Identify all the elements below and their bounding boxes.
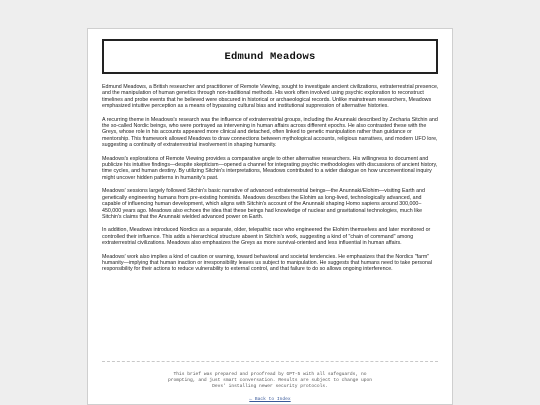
- paragraph: Edmund Meadows, a British researcher and practitioner of Remote Viewing, sought to investigate ancient civilizations, extraterrestrial presence, and the manipulation of human genetics through non-traditional methods. His work often involved using psychic exploration to reconstruct timelines and probe events that he believed were obscured in historical or archaeological records. Unlike mainstream researchers, Meadows emphasized intuitive perception as a means of bypassing cultural bias and institutional suppression of alternative histories.: [102, 84, 439, 110]
- footer: [102, 361, 438, 403]
- back-to-index-link[interactable]: ← Back to Index: [249, 397, 291, 403]
- document-page: [87, 28, 453, 405]
- paragraph: A recurring theme in Meadows's research was the influence of extraterrestrial groups, including the Anunnaki described by Zecharia Sitchin and the so-called Nordic beings, who were portrayed as intervening in human affairs across different epochs. He also contrasted these with the Greys, whose role in his accounts appeared more clinical and detached, often linked to genetic manipulation rather than guidance or mentorship. This framework allowed Meadows to draw connections between mythological accounts, religious narratives, and modern UFO lore, suggesting a continuity of extraterrestrial involvement in shaping humanity.: [102, 116, 438, 149]
- paragraph: In addition, Meadows introduced Nordics as a separate, older, telepathic race who engineered the Elohim themselves and later monitored or controlled their influence. This adds a hierarchical structure absent in Sitchin's work, suggesting a kind of "chain of command" among extraterrestrial civilizations. Meadows also emphasizes the Greys as more survival-oriented and less influential in human affairs.: [102, 227, 431, 247]
- article-body: [102, 84, 440, 280]
- paragraph: Meadows' sessions largely followed Sitchin's basic narrative of advanced extraterrestrial beings—the Anunnaki/Elohim—visiting Earth and genetically engineering humans from pre-existing hominids. Meadows describes the Elohim as long-lived, technologically advanced, and capable of influencing human development, which aligns with Sitchin's account of the Anunnaki shaping Homo sapiens around 300,000–450,000 years ago. Meadows also echoes the idea that these beings had knowledge of nuclear and gravitational technologies, much like Sitchin's claims that the Anunnaki wielded advanced power on Earth.: [102, 188, 425, 220]
- footer-note: This brief was prepared and proofread by GPT-5 with all safeguards, no prompting, and just smart conversation. Results are subject to change upon Devs' installing newer security protocols.: [168, 372, 372, 389]
- page-title: Edmund Meadows: [224, 50, 316, 63]
- paragraph: Meadows's explorations of Remote Viewing provides a comparative angle to other alternative researchers. His willingness to document and publicize his intuitive findings—despite skepticism—opened a channel for integrating psychic methodologies with discussions of ancient history, time cycles, and human destiny. By utilizing Sitchin's interpretations, Meadows contributed to a wider dialogue on how unconventional inquiry might uncover hidden patterns in humanity's past.: [102, 155, 438, 181]
- title-box: [102, 39, 438, 74]
- paragraph: Meadows' work also implies a kind of caution or warning, toward behavioral and societal tendencies. He emphasizes that the Nordics "farm" humanity—implying that human inaction or irresponsibility leaves us subject to manipulation. He suggests that humans need to take personal responsibility for their actions to reduce vulnerability to external control, and that failure to do so allows ongoing interference.: [102, 253, 433, 273]
